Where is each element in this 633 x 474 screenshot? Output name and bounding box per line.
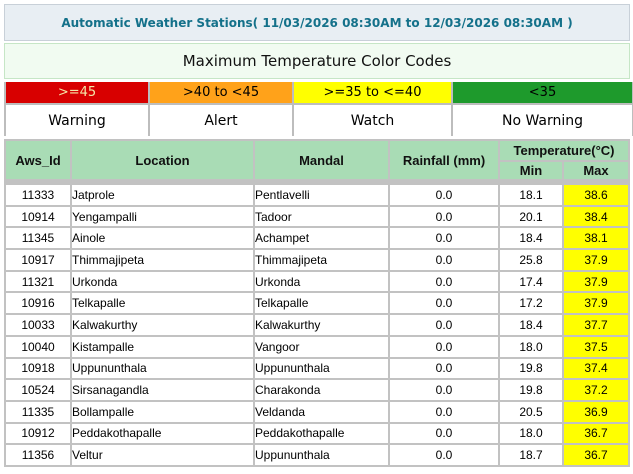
cell-max-temp: 37.9 [564, 250, 628, 270]
cell-location: Yengampalli [72, 207, 253, 227]
cell-rainfall: 0.0 [390, 445, 498, 465]
cell-min-temp: 18.7 [500, 445, 562, 465]
table-row [6, 337, 628, 357]
cell-mandal: Kalwakurthy [255, 315, 388, 335]
cell-rainfall: 0.0 [390, 272, 498, 292]
cell-rainfall: 0.0 [390, 250, 498, 270]
cell-min-temp: 20.1 [500, 207, 562, 227]
col-header-rainfall[interactable]: Rainfall (mm) [390, 141, 498, 179]
cell-rainfall: 0.0 [390, 185, 498, 205]
cell-location: Telkapalle [72, 293, 253, 313]
cell-max-temp: 37.4 [564, 359, 628, 379]
legend-label-warning: Warning [6, 103, 148, 136]
cell-mandal: Thimmajipeta [255, 250, 388, 270]
cell-mandal: Telkapalle [255, 293, 388, 313]
cell-rainfall: 0.0 [390, 293, 498, 313]
cell-rainfall: 0.0 [390, 402, 498, 422]
cell-min-temp: 17.2 [500, 293, 562, 313]
cell-max-temp: 38.1 [564, 228, 628, 248]
cell-min-temp: 18.4 [500, 228, 562, 248]
col-header-aws-id[interactable]: Aws_Id [6, 141, 70, 179]
cell-mandal: Vangoor [255, 337, 388, 357]
page-header [4, 4, 630, 41]
table-row [6, 402, 628, 422]
table-row [6, 380, 628, 400]
cell-aws-id: 10918 [6, 359, 70, 379]
cell-aws-id: 11356 [6, 445, 70, 465]
cell-location: Ainole [72, 228, 253, 248]
cell-location: Kistampalle [72, 337, 253, 357]
table-row [6, 359, 628, 379]
cell-max-temp: 36.9 [564, 402, 628, 422]
cell-aws-id: 10917 [6, 250, 70, 270]
cell-aws-id: 10912 [6, 424, 70, 444]
cell-mandal: Uppununthala [255, 445, 388, 465]
table-row [6, 293, 628, 313]
cell-min-temp: 18.4 [500, 315, 562, 335]
cell-aws-id: 10914 [6, 207, 70, 227]
cell-rainfall: 0.0 [390, 337, 498, 357]
cell-mandal: Urkonda [255, 272, 388, 292]
cell-aws-id: 11335 [6, 402, 70, 422]
col-header-mandal[interactable]: Mandal [255, 141, 388, 179]
cell-rainfall: 0.0 [390, 207, 498, 227]
table-row [6, 315, 628, 335]
legend-range-no-warning: <35 [453, 82, 632, 103]
cell-mandal: Pentlavelli [255, 185, 388, 205]
cell-location: Peddakothapalle [72, 424, 253, 444]
cell-max-temp: 37.2 [564, 380, 628, 400]
cell-max-temp: 37.7 [564, 315, 628, 335]
cell-max-temp: 38.6 [564, 185, 628, 205]
table-row [6, 250, 628, 270]
color-codes-legend [4, 82, 633, 136]
legend-label-no-warning: No Warning [453, 103, 632, 136]
legend-range-warning: >=45 [6, 82, 148, 103]
weather-stations-table [4, 139, 630, 467]
cell-aws-id: 11345 [6, 228, 70, 248]
cell-max-temp: 36.7 [564, 424, 628, 444]
cell-location: Kalwakurthy [72, 315, 253, 335]
cell-location: Jatprole [72, 185, 253, 205]
table-row [6, 228, 628, 248]
cell-location: Bollampalle [72, 402, 253, 422]
col-header-location[interactable]: Location [72, 141, 253, 179]
legend-label-watch: Watch [294, 103, 451, 136]
cell-rainfall: 0.0 [390, 228, 498, 248]
cell-rainfall: 0.0 [390, 380, 498, 400]
col-header-min[interactable]: Min [500, 162, 562, 179]
cell-max-temp: 38.4 [564, 207, 628, 227]
cell-mandal: Veldanda [255, 402, 388, 422]
cell-aws-id: 10033 [6, 315, 70, 335]
cell-location: Thimmajipeta [72, 250, 253, 270]
cell-rainfall: 0.0 [390, 359, 498, 379]
cell-min-temp: 20.5 [500, 402, 562, 422]
cell-aws-id: 10916 [6, 293, 70, 313]
table-row [6, 445, 628, 465]
cell-aws-id: 11333 [6, 185, 70, 205]
cell-min-temp: 18.0 [500, 337, 562, 357]
table-row [6, 272, 628, 292]
cell-aws-id: 11321 [6, 272, 70, 292]
cell-min-temp: 25.8 [500, 250, 562, 270]
cell-location: Sirsanagandla [72, 380, 253, 400]
color-codes-title-text: Maximum Temperature Color Codes [182, 52, 452, 70]
cell-rainfall: 0.0 [390, 315, 498, 335]
cell-location: Urkonda [72, 272, 253, 292]
cell-min-temp: 17.4 [500, 272, 562, 292]
cell-mandal: Uppununthala [255, 359, 388, 379]
cell-aws-id: 10040 [6, 337, 70, 357]
cell-mandal: Tadoor [255, 207, 388, 227]
header-title: Automatic Weather Stations( 11/03/2026 08:30AM to 12/03/2026 08:30AM ) [61, 15, 573, 30]
cell-max-temp: 36.7 [564, 445, 628, 465]
table-row [6, 207, 628, 227]
cell-mandal: Charakonda [255, 380, 388, 400]
legend-range-watch: >=35 to <=40 [294, 82, 451, 103]
cell-min-temp: 19.8 [500, 380, 562, 400]
cell-min-temp: 19.8 [500, 359, 562, 379]
cell-location: Uppununthala [72, 359, 253, 379]
cell-max-temp: 37.9 [564, 293, 628, 313]
legend-range-alert: >40 to <45 [150, 82, 292, 103]
col-header-max[interactable]: Max [564, 162, 628, 179]
cell-rainfall: 0.0 [390, 424, 498, 444]
cell-min-temp: 18.1 [500, 185, 562, 205]
cell-aws-id: 10524 [6, 380, 70, 400]
col-header-temperature: Temperature(°C) [500, 141, 628, 160]
cell-mandal: Achampet [255, 228, 388, 248]
table-row [6, 424, 628, 444]
table-row [6, 185, 628, 205]
cell-max-temp: 37.5 [564, 337, 628, 357]
cell-location: Veltur [72, 445, 253, 465]
cell-min-temp: 18.0 [500, 424, 562, 444]
legend-label-alert: Alert [150, 103, 292, 136]
color-codes-title [4, 43, 630, 79]
cell-max-temp: 37.9 [564, 272, 628, 292]
cell-mandal: Peddakothapalle [255, 424, 388, 444]
